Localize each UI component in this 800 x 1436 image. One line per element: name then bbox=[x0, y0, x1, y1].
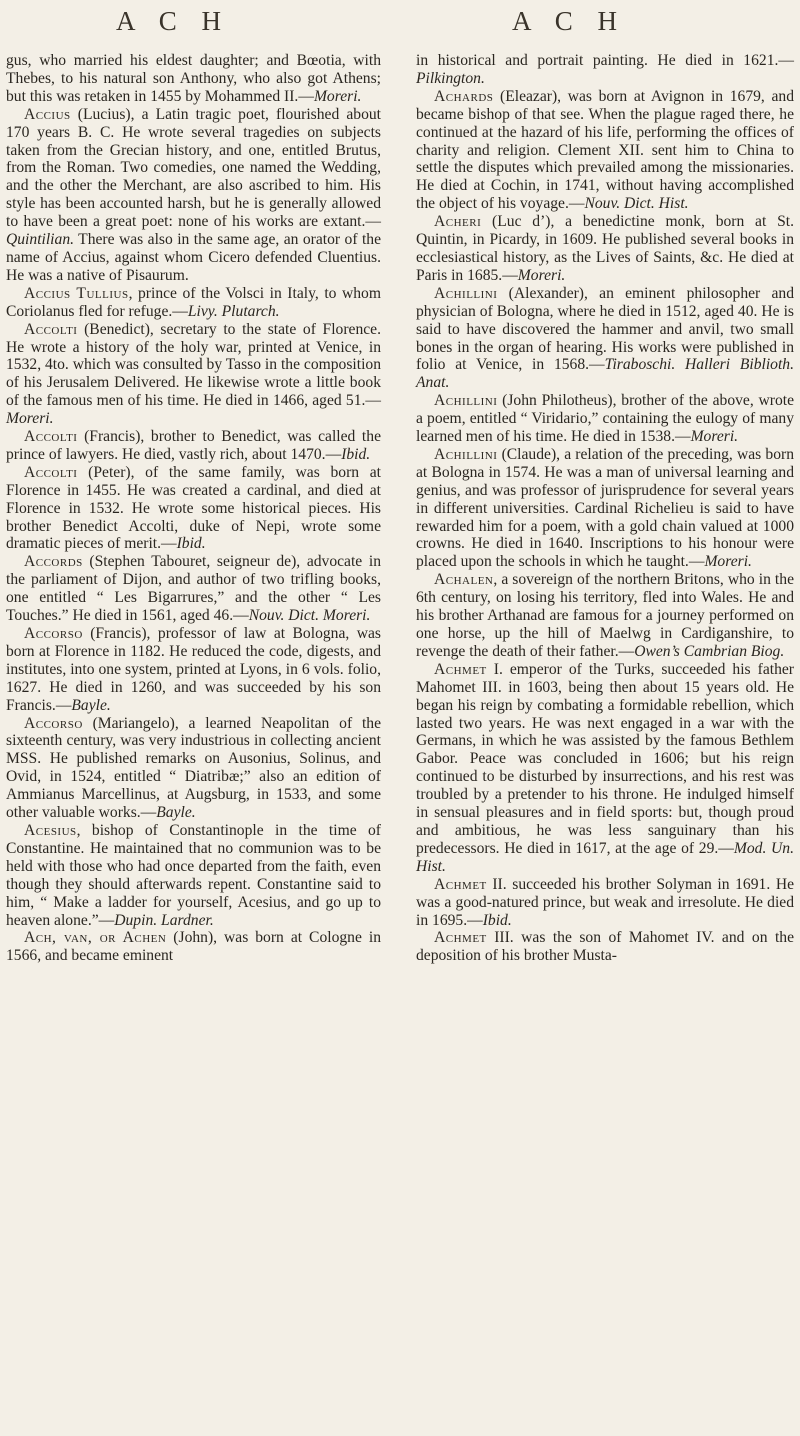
entry-text: There was also in the same age, an orator of the name of Accius, against whom Cicero defended Cluentius. He was a native of Pisaurum. bbox=[6, 231, 381, 284]
entry-text: II. succeeded his brother Solyman in 1691. He was a good-natured prince, but weak and irresolute. He died in 1695. bbox=[416, 875, 794, 929]
entry-text: (John Philotheus), brother of the above, wrote a poem, entitled “ Viridario,” containing the eulogy of many learned men of his time. He died in 1538. bbox=[416, 392, 794, 446]
entry-source: Dupin. Lardner. bbox=[114, 911, 214, 929]
entry-source: Bayle. bbox=[71, 696, 111, 714]
running-head-right: A C H bbox=[512, 6, 627, 36]
entry-source: Tiraboschi. Halleri Biblioth. Anat. bbox=[416, 356, 794, 392]
entry-text: (Alexander), an eminent philosopher and physician of Bologna, where he died in 1512, aged 40. He is said to have discovered the hammer and anvil, two small bones in the organ of hearing. His works were published in folio at Venice, in 1568. bbox=[416, 284, 794, 374]
entry-text: (Mariangelo), a learned Neapolitan of the sixteenth century, was very industrious in collecting ancient MSS. He published remarks on Ausonius, Solinus, and Ovid, in 1524, entitled “ Diatribæ;” also an edition of Ammianus Marcellinus, at Augsburg, in 1533, and some other valuable works. bbox=[6, 714, 381, 822]
entry-source: Moreri. bbox=[704, 553, 752, 571]
dictionary-entry: gus, who married his eldest daughter; and Bœotia, with Thebes, to his natural son Anthony, who also got Athens; but this was retaken in 1455 by Mohammed II.—Moreri. bbox=[6, 52, 381, 105]
entry-headword: Ach, van, or Achen bbox=[24, 929, 167, 947]
entry-text: (Lucius), a Latin tragic poet, flourished about 170 years B. C. He wrote several tragedies on subjects taken from the Grecian history, and one, entitled Brutus, from the Roman. Two comedies, one named the Wedding, and the other the Merchant, are also ascribed to him. His style has been accounted harsh, but he is generally allowed to have been a great poet: none of his works are extant. bbox=[6, 105, 381, 231]
entry-source: Moreri. bbox=[690, 428, 739, 446]
entry-source: Quintilian. bbox=[6, 231, 75, 249]
entry-text: (John), was born at Cologne in 1566, and became eminent bbox=[6, 929, 382, 965]
dictionary-entry: Acheri (Luc d’), a benedictine monk, born at St. Quintin, in Picardy, in 1609. He published several books in ecclesiastical history, as the Lives of Saints, &c. He died at Paris in 1685.—Moreri. bbox=[416, 213, 794, 284]
entry-text: (Peter), of the same family, was born at Florence in 1455. He was created a cardinal, and died at Florence in 1532. He wrote some historical pieces. His brother Benedict Accolti, duke of Nepi, wrote some dramatic pieces of merit. bbox=[6, 463, 381, 553]
entry-headword: Achmet bbox=[434, 875, 487, 893]
entry-text: (Stephen Tabouret, seigneur de), advocate in the parliament of Dijon, and author of two trifling books, one entitled “ Les Bigarrures,” and the other “ Les Touches.” He died in 1561, aged 46. bbox=[6, 553, 381, 625]
dictionary-entry bbox=[416, 929, 794, 965]
entry-text: (Claude), a relation of the preceding, was born at Bologna in 1574. He was a man of universal learning and genius, and was professor of jurisprudence for several years in different universities. Cardinal Richelieu is said to have rewarded him for a poem, with a gold chain valued at 1000 crowns. He died in 1640. Inscriptions to his honour were placed upon the schools in which he taught. bbox=[416, 445, 794, 571]
entry-source: Livy. Plutarch. bbox=[187, 302, 280, 320]
dictionary-entry: Achmet I. emperor of the Turks, succeeded his father Mahomet III. in 1603, being then about 15 years old. He began his reign by combating a formidable rebellion, which lasted two years. He was next engaged in a war with the Germans, in which he was assisted by the famous Bethlem Gabor. Peace was concluded in 1606; but his reign continued to be disturbed by insurrections, and his rest was troubled by a pretender to his throne. He indulged himself in sensual pleasures and in field sports: but, though proud and ambitious, he was less sanguinary than his predecessors. He died in 1617, at the age of 29.—Mod. Un. Hist. bbox=[416, 660, 795, 875]
entry-headword: Acheri bbox=[434, 213, 482, 231]
dictionary-entry: Achmet II. succeeded his brother Solyman in 1691. He was a good-natured prince, but weak and irresolute. He died in 1695.—Ibid. bbox=[416, 875, 794, 929]
dictionary-entry: in historical and portrait painting. He died in 1621.—Pilkington. bbox=[416, 52, 794, 87]
entry-text: , a sovereign of the northern Britons, who in the 6th century, on losing his territory, fled into Wales. He and his brother Arthanad are famous for a journey performed on one horse, up the hill of Maelwg in Cardiganshire, to revenge the death of their father. bbox=[416, 571, 794, 660]
entry-source: Ibid. bbox=[482, 911, 512, 929]
entry-text: (Luc d’), a benedictine monk, born at St. Quintin, in Picardy, in 1609. He published several books in ecclesiastical history, as the Lives of Saints, &c. He died at Paris in 1685. bbox=[416, 213, 794, 284]
entry-headword: Achillini bbox=[434, 284, 498, 302]
dictionary-entry: Accolti (Benedict), secretary to the state of Florence. He wrote a history of the holy war, printed at Venice, in 1532, 4to. which was consulted by Tasso in the composition of his Jerusalem Delivered. He likewise wrote a little book of the famous men of his time. He died in 1466, aged 51.—Moreri. bbox=[6, 320, 382, 428]
entry-headword: Achillini bbox=[434, 445, 498, 463]
entry-headword: Achmet bbox=[434, 660, 487, 678]
entry-headword: Achards bbox=[434, 87, 494, 105]
entry-headword: Accolti bbox=[24, 320, 78, 338]
entry-headword: Achmet bbox=[434, 929, 487, 947]
dictionary-entry: Acesius, bishop of Constantinople in the time of Constantine. He maintained that no communion was to be held with those who had once departed from the faith, even though they should afterwards repent. Constantine said to him, “ Make a ladder for yourself, Acesius, and go up to heaven alone.”—Dupin. Lardner. bbox=[6, 821, 381, 929]
dictionary-entry: Accolti (Francis), brother to Benedict, was called the prince of lawyers. He died, vastly rich, about 1470.—Ibid. bbox=[6, 428, 381, 463]
entry-source: Ibid. bbox=[176, 535, 206, 553]
dictionary-entry: Accius Tullius, prince of the Volsci in Italy, to whom Coriolanus fled for refuge.—Livy. Plutarch. bbox=[6, 284, 381, 320]
left-column bbox=[6, 52, 381, 965]
entry-text: (Francis), professor of law at Bologna, was born at Florence in 1182. He reduced the code, digests, and institutes, into one system, printed at Lyons, in 6 vols. folio, 1627. He died in 1260, and was succeeded by his son Francis. bbox=[6, 625, 381, 714]
entry-source: Ibid. bbox=[341, 445, 371, 463]
entry-text: gus, who married his eldest daughter; and Bœotia, with Thebes, to his natural son Anthony, who also got Athens; but this was retaken in 1455 by Mohammed II. bbox=[6, 52, 381, 105]
dictionary-entry: Achillini (John Philotheus), brother of the above, wrote a poem, entitled “ Viridario,” containing the eulogy of many learned men of his time. He died in 1538.—Moreri. bbox=[416, 392, 794, 446]
dictionary-entry: Achalen, a sovereign of the northern Britons, who in the 6th century, on losing his territory, fled into Wales. He and his brother Arthanad are famous for a journey performed on one horse, up the hill of Maelwg in Cardiganshire, to revenge the death of their father.—Owen’s Cambrian Biog. bbox=[416, 571, 794, 660]
entry-headword: Acesius bbox=[24, 821, 77, 839]
entry-headword: Accius bbox=[24, 105, 71, 123]
dictionary-entry: Achillini (Claude), a relation of the preceding, was born at Bologna in 1574. He was a man of universal learning and genius, and was professor of jurisprudence for several years in different universities. Cardinal Richelieu is said to have rewarded him for a poem, with a gold chain valued at 1000 crowns. He died in 1640. Inscriptions to his honour were placed upon the schools in which he taught.—Moreri. bbox=[416, 445, 794, 571]
entry-source: Mod. Un. Hist. bbox=[416, 839, 795, 875]
entry-source: Moreri. bbox=[6, 410, 54, 428]
dictionary-entry bbox=[6, 929, 381, 965]
entry-headword: Achalen bbox=[434, 571, 494, 589]
entry-headword: Accolti bbox=[24, 428, 78, 446]
dictionary-entry: Accorso (Francis), professor of law at Bologna, was born at Florence in 1182. He reduced the code, digests, and institutes, into one system, printed at Lyons, in 6 vols. folio, 1627. He died in 1260, and was succeeded by his son Francis.—Bayle. bbox=[6, 625, 381, 714]
entry-headword: Accorso bbox=[24, 625, 83, 642]
entry-source: Pilkington. bbox=[416, 69, 485, 87]
entry-headword: Accords bbox=[24, 553, 83, 571]
entry-text: III. was the son of Mahomet IV. and on the deposition of his brother Musta- bbox=[416, 929, 794, 965]
entry-source: Nouv. Dict. Moreri. bbox=[248, 607, 371, 625]
right-column bbox=[416, 52, 794, 965]
entry-text: (Benedict), secretary to the state of Florence. He wrote a history of the holy war, printed at Venice, in 1532, 4to. which was consulted by Tasso in the composition of his Jerusalem Delivered. He likewise wrote a little book of the famous men of his time. He died in 1466, aged 51. bbox=[6, 320, 382, 410]
dictionary-entry: Accius (Lucius), a Latin tragic poet, flourished about 170 years B. C. He wrote several tragedies on subjects taken from the Grecian history, and one, entitled Brutus, from the Roman. Two comedies, one named the Wedding, and the other the Merchant, are also ascribed to him. His style has been accounted harsh, but he is generally allowed to have been a great poet: none of his works are extant.—Quintilian. There was also in the same age, an orator of the name of Accius, against whom Cicero defended Cluentius. He was a native of Pisaurum. bbox=[6, 105, 381, 284]
entry-headword: Accius Tullius bbox=[24, 284, 129, 302]
entry-text: I. emperor of the Turks, succeeded his father Mahomet III. in 1603, being then about 15 years old. He began his reign by combating a formidable rebellion, which lasted two years. He was next engaged in a war with the Germans, in which he was assisted by the famous Bethlem Gabor. Peace was concluded in 1606; but his reign continued to be disturbed by insurrections, and his rest was troubled by a pretender to his throne. He indulged himself in sensual pleasures and in field sports: but, though proud and ambitious, he was less sanguinary than his predecessors. He died in 1617, at the age of 29. bbox=[416, 660, 794, 857]
entry-source: Moreri. bbox=[313, 87, 362, 105]
entry-headword: Accorso bbox=[24, 714, 83, 732]
entry-headword: Accolti bbox=[24, 463, 78, 481]
dictionary-entry: Accolti (Peter), of the same family, was born at Florence in 1455. He was created a cardinal, and died at Florence in 1532. He wrote some historical pieces. His brother Benedict Accolti, duke of Nepi, wrote some dramatic pieces of merit.—Ibid. bbox=[6, 463, 381, 553]
entry-text: , bishop of Constantinople in the time of Constantine. He maintained that no communion was to be held with those who had once departed from the faith, even though they should afterwards repent. Constantine said to him, “ Make a ladder for yourself, Acesius, and go up to heaven alone.” bbox=[6, 821, 381, 929]
entry-text: (Eleazar), was born at Avignon in 1679, and became bishop of that see. When the plague raged there, he continued at the hazard of his life, performing the offices of charity and religion. Clement XII. sent him to China to settle the disputes which prevailed among the missionaries. He died at Cochin, in 1741, without having accomplished the object of his voyage. bbox=[416, 87, 794, 213]
entry-source: Moreri. bbox=[517, 266, 566, 284]
dictionary-entry: Accorso (Mariangelo), a learned Neapolitan of the sixteenth century, was very industrious in collecting ancient MSS. He published remarks on Ausonius, Solinus, and Ovid, in 1524, entitled “ Diatribæ;” also an edition of Ammianus Marcellinus, at Augsburg, in 1533, and some other valuable works.—Bayle. bbox=[6, 714, 381, 822]
entry-source: Owen’s Cambrian Biog. bbox=[634, 642, 785, 660]
entry-headword: Achillini bbox=[434, 392, 498, 410]
entry-source: Bayle. bbox=[156, 804, 196, 822]
running-head-left: A C H bbox=[116, 6, 231, 36]
dictionary-entry: Accords (Stephen Tabouret, seigneur de), advocate in the parliament of Dijon, and author of two trifling books, one entitled “ Les Bigarrures,” and the other “ Les Touches.” He died in 1561, aged 46.—Nouv. Dict. Moreri. bbox=[6, 553, 381, 625]
entry-text: (Francis), brother to Benedict, was called the prince of lawyers. He died, vastly rich, about 1470. bbox=[6, 428, 381, 463]
entry-text: in historical and portrait painting. He died in 1621. bbox=[416, 52, 779, 69]
dictionary-entry: Achillini (Alexander), an eminent philosopher and physician of Bologna, where he died in 1512, aged 40. He is said to have discovered the hammer and anvil, two small bones in the organ of hearing. His works were published in folio at Venice, in 1568.—Tiraboschi. Halleri Biblioth. Anat. bbox=[416, 284, 794, 392]
entry-source: Nouv. Dict. Hist. bbox=[584, 195, 689, 213]
dictionary-entry: Achards (Eleazar), was born at Avignon in 1679, and became bishop of that see. When the plague raged there, he continued at the hazard of his life, performing the offices of charity and religion. Clement XII. sent him to China to settle the disputes which prevailed among the missionaries. He died at Cochin, in 1741, without having accomplished the object of his voyage.—Nouv. Dict. Hist. bbox=[416, 87, 794, 213]
entry-text: , prince of the Volsci in Italy, to whom Coriolanus fled for refuge. bbox=[6, 284, 381, 320]
